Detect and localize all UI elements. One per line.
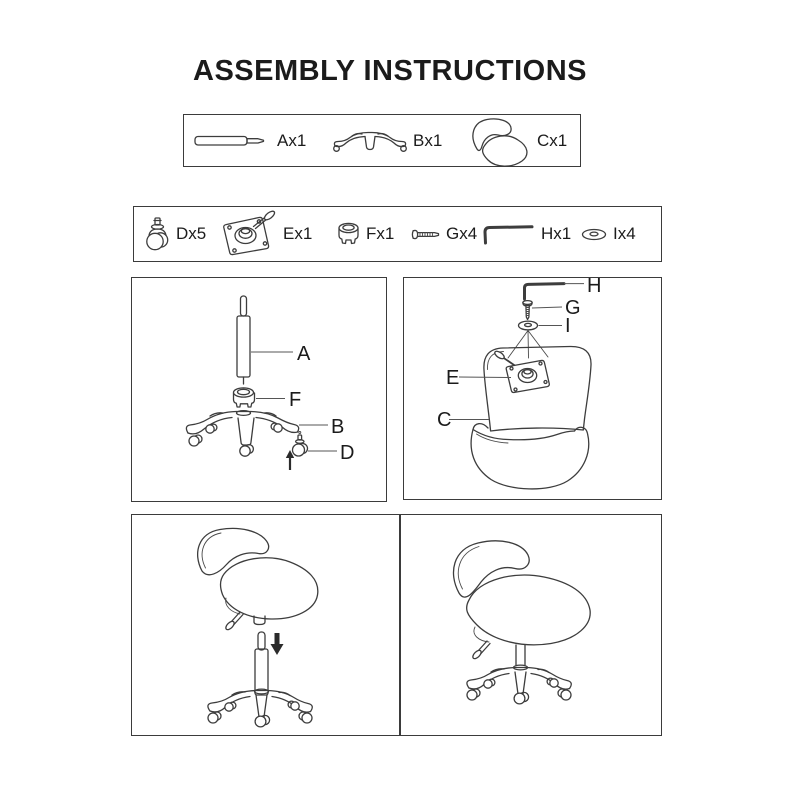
mechanism-plate-icon <box>218 210 278 258</box>
label-caster: D <box>340 442 355 464</box>
washer-icon <box>581 228 608 241</box>
part-d-label: Dx5 <box>176 224 207 243</box>
label-bushing: F <box>289 389 302 411</box>
part-h-label: Hx1 <box>541 224 572 243</box>
final-assembly-step-diagram <box>132 515 399 734</box>
main-parts-box <box>183 114 581 167</box>
finished-chair-diagram <box>401 515 661 734</box>
part-i-label: Ix4 <box>613 224 636 243</box>
gas-lift-icon <box>194 132 272 150</box>
part-h-entry <box>481 207 571 261</box>
label-washer: I <box>565 315 571 337</box>
label-allen-key: H <box>587 278 602 297</box>
part-b-label: Bx1 <box>413 130 443 150</box>
page-title: ASSEMBLY INSTRUCTIONS <box>193 55 587 87</box>
part-d-entry <box>144 207 206 261</box>
part-a-label: Ax1 <box>277 130 307 150</box>
part-i-entry <box>581 207 636 261</box>
part-b-entry <box>332 115 442 166</box>
part-c-entry <box>468 115 567 166</box>
step2-diagram <box>404 278 660 498</box>
caster-icon <box>144 216 171 253</box>
part-f-label: Fx1 <box>366 224 395 243</box>
step2-seat-assembly-panel <box>403 277 662 500</box>
part-e-label: Ex1 <box>283 224 313 243</box>
bushing-icon <box>336 221 361 248</box>
part-c-label: Cx1 <box>537 130 568 150</box>
label-bolt: G <box>565 297 581 319</box>
part-f-entry <box>336 207 394 261</box>
seat-icon <box>468 116 532 166</box>
part-g-entry <box>410 207 477 261</box>
hardware-parts-box <box>133 206 662 262</box>
allen-key-icon <box>481 223 536 245</box>
label-plate: E <box>446 367 460 389</box>
bolt-icon <box>410 228 441 241</box>
step1-diagram <box>132 278 385 500</box>
part-e-entry <box>218 207 312 261</box>
base-side-icon <box>332 128 408 154</box>
part-g-label: Gx4 <box>446 224 478 243</box>
part-a-entry <box>194 115 306 166</box>
step1-base-assembly-panel <box>131 277 387 502</box>
final-assembly-panel <box>131 514 662 736</box>
label-base: B <box>331 416 345 438</box>
label-seat: C <box>437 409 452 431</box>
label-gas-lift: A <box>297 343 311 365</box>
